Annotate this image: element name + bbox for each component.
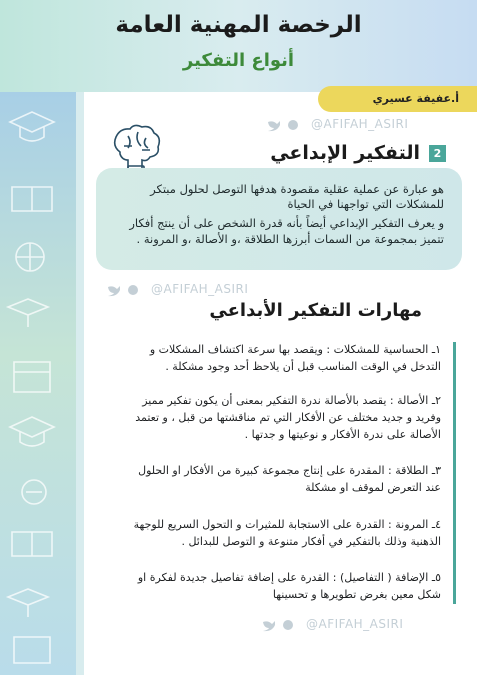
skill-line: وفريد و جديد مختلف عن الأفكار التي تم مناقشتها من قبل ، و تعتمد xyxy=(135,411,441,424)
author-name: أ.عفيفة عسيري xyxy=(372,92,459,105)
skill-line: شكل معين بغرض تطويرها و تحسينها xyxy=(272,588,441,601)
definition-line: للمشكلات التي تواجهنا في الحياة xyxy=(287,197,444,211)
skills-accent-line xyxy=(453,342,456,604)
social-icons xyxy=(267,117,311,136)
page-header xyxy=(0,0,477,92)
school-doodles-icon xyxy=(0,92,76,675)
skill-line: ٤ـ المرونة : القدرة على الاستجابة للمثيرات و التحول السريع للوجهة xyxy=(133,518,441,531)
skill-line: ٥ـ الإضافة ( التفاصيل) : القدرة على إضافة تفاصيل جديدة لفكرة او xyxy=(137,571,441,584)
skill-line: التدخل في الوقت المناسب قبل أن يلاحظ أحد وجود مشكلة . xyxy=(165,360,441,373)
skill-line: الأصالة على ندرة الأفكار و نوعيتها و جدتها . xyxy=(244,428,441,441)
skill-item-flexibility xyxy=(96,516,441,550)
definition-line: و يعرف التفكير الإبداعي أيضاً بأنه قدرة الشخص على أن ينتج أفكار xyxy=(129,216,444,230)
definition-line: هو عبارة عن عملية عقلية مقصودة هدفها التوصل لحلول مبتكر xyxy=(150,182,444,196)
decorative-side-panel xyxy=(0,92,76,675)
skill-item-fluency xyxy=(96,462,441,496)
section-title: التفكير الإبداعي xyxy=(270,142,420,164)
side-divider xyxy=(76,92,84,675)
section-number-badge: 2 xyxy=(429,145,446,162)
author-bar xyxy=(318,86,477,112)
definition-line: تتميز بمجموعة من السمات أبرزها الطلاقة ،و الأصالة ،و المرونة . xyxy=(136,232,444,246)
skill-item-elaboration xyxy=(96,569,441,603)
page-subtitle: أنواع التفكير xyxy=(182,50,295,71)
skill-line: الذهنية وذلك بالتفكير في أفكار متنوعة و التوصل للبدائل . xyxy=(181,535,441,548)
skill-item-originality xyxy=(96,392,441,443)
skill-item-sensitivity xyxy=(96,341,441,375)
skill-line: ٣ـ الطلاقة : المقدرة على إنتاج مجموعة كبيرة من الأفكار او الحلول xyxy=(138,464,441,477)
definition-box xyxy=(96,168,462,270)
page-title: الرخصة المهنية العامة xyxy=(115,12,362,38)
skill-line: ٢ـ الأصالة : يقصد بالأصالة ندرة التفكير بمعنى أن يكون تفكير مميز xyxy=(142,394,441,407)
watermark-handle: @AFIFAH_ASIRI xyxy=(306,617,404,631)
skills-heading: مهارات التفكير الأبداعي xyxy=(209,300,422,321)
social-icons xyxy=(107,282,151,301)
watermark-handle: @AFIFAH_ASIRI xyxy=(311,117,409,131)
social-icons xyxy=(262,617,306,636)
skill-line: عند التعرض لموقف او مشكلة xyxy=(305,481,441,494)
watermark-handle: @AFIFAH_ASIRI xyxy=(151,282,249,296)
skill-line: ١ـ الحساسية للمشكلات : ويقصد بها سرعة اكتشاف المشكلات و xyxy=(149,343,441,356)
